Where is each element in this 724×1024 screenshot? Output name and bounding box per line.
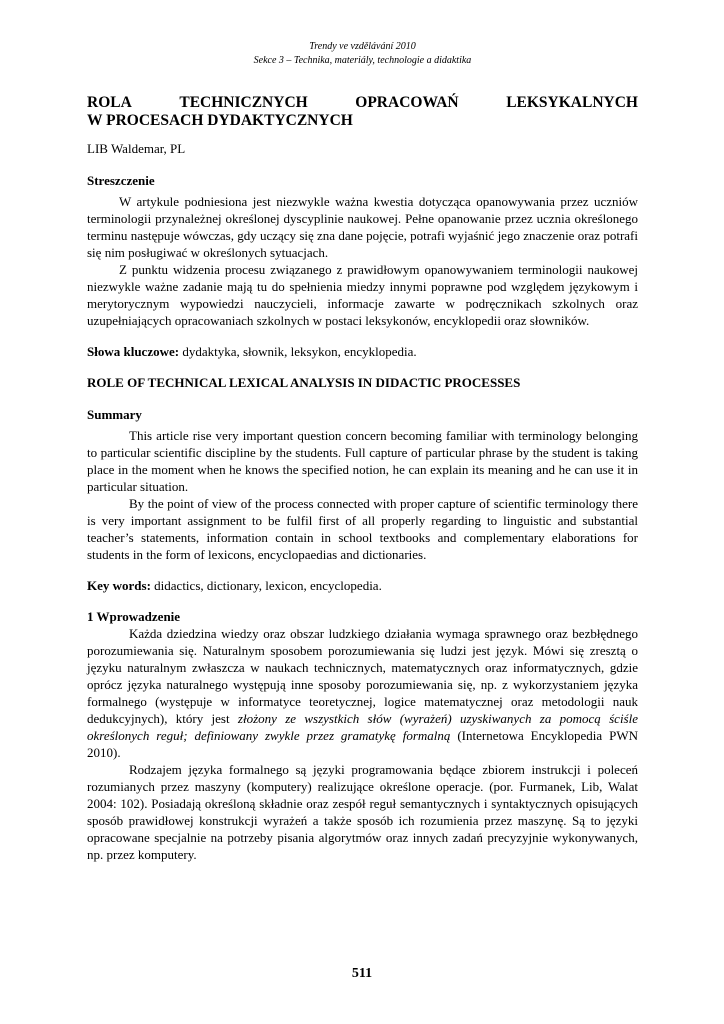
- article-title: [87, 94, 638, 130]
- author: LIB Waldemar, PL: [87, 141, 186, 156]
- summary-heading: Summary: [87, 407, 142, 422]
- title-word: OPRACOWAŃ: [355, 94, 459, 111]
- abstract-heading: Streszczenie: [87, 173, 155, 188]
- abstract-paragraph: Z punktu widzenia procesu związanego z prawidłowym opanowywaniem terminologii naukowej niezwykle ważne zadanie mają tu do spełnienia miedzy innymi poprawne pod względem językowym i merytorycznym wypowiedzi nauczycieli, informacje zawarte w podręcznikach szkolnych oraz uzupełniających opracowaniach szkolnych w postaci leksykonów, encyklopedii oraz słowników.: [87, 262, 638, 328]
- title-line1: [87, 94, 638, 112]
- title-word: TECHNICZNYCH: [179, 94, 308, 111]
- title-line2: W PROCESACH DYDAKTYCZNYCH: [87, 112, 353, 129]
- citation: (Internetowa Encyklopedia PWN 2010).: [87, 728, 638, 760]
- section-paragraph: [87, 625, 638, 761]
- summary-paragraph: This article rise very important question concern becoming familiar with terminology belonging to particular scientific discipline by the students. Full capture of particular phrase by the student is taking place in the moment when he knows the specified notion, he can explain its meaning and he can use it in particular situation.: [87, 428, 638, 494]
- italic-quote: złożony ze wszystkich słów (wyrażeń) uzyskiwanych za pomocą ściśle określonych reguł; definiowany zwykle przez gramatykę formalną: [87, 711, 638, 743]
- summary-paragraph: By the point of view of the process connected with proper capture of scientific terminology there is very important assignment to be fulfil first of all properly regarding to linguistic and substantial teacher’s statements, information contain in school textbooks and complementary elaborations for students in the form of lexicons, encyclopaedias and dictionaries.: [87, 496, 638, 562]
- running-header-line2: Sekce 3 – Technika, materiály, technologie a didaktika: [253, 55, 472, 66]
- keywords-text: didactics, dictionary, lexicon, encyclopedia.: [150, 578, 382, 593]
- keywords-label: Key words:: [87, 578, 151, 593]
- title-word: ROLA: [87, 94, 132, 111]
- english-title: ROLE OF TECHNICAL LEXICAL ANALYSIS IN DIDACTIC PROCESSES: [87, 375, 521, 390]
- keywords-label: Słowa kluczowe:: [87, 344, 180, 359]
- page-number: 511: [351, 966, 373, 981]
- section-paragraph: Rodzajem języka formalnego są języki programowania będące zbiorem instrukcji i poleceń rozumianych przez maszyny (komputery) realizujące określone operacje. (por. Furmanek, Lib, Walat 2004: 102). Posiadają określoną składnie oraz zespół reguł semantycznych i syntaktycznych opisujących sposób prawidłowej konstrukcji wyrażeń a także sposób ich rozumienia przez maszynę. Są to języki opracowane specjalnie na potrzeby pisania algorytmów oraz innych zadań precyzyjnie wykonywanych, np. przez komputery.: [87, 762, 638, 862]
- keywords-en: [87, 577, 638, 594]
- abstract-paragraph: W artykule podniesiona jest niezwykle ważna kwestia dotycząca opanowywania przez uczniów terminologii przynależnej określonej dyscyplinie naukowej. Pełne opanowanie przez ucznia określonego terminu następuje wówczas, gdy uczący się zna dane pojęcie, potrafi wyjaśnić jego znaczenie oraz potrafi się nim posługiwać w określonych sytuacjach.: [87, 194, 638, 260]
- section-heading: 1 Wprowadzenie: [87, 609, 181, 624]
- page-body: [87, 40, 638, 863]
- running-header: [87, 40, 638, 68]
- title-word: LEKSYKALNYCH: [506, 94, 638, 111]
- keywords-pl: [87, 343, 638, 360]
- keywords-text: dydaktyka, słownik, leksykon, encyklopedia.: [179, 344, 417, 359]
- paragraph-text: Każda dziedzina wiedzy oraz obszar ludzkiego działania wymaga sprawnego oraz bezbłędnego porozumiewania się. Naturalnym sposobem porozumiewania się ludzi jest język. Mówi się zresztą o języku naturalnym zwłaszcza w naukach technicznych, matematycznych oraz informatycznych, gdzie oprócz języka naturalnego występują inne sposoby porozumiewania się, np. z wykorzystaniem języka formalnego (występuje w informatyce teoretycznej, logice matematycznej oraz metodologii nauk dedukcyjnych), który jest: [87, 626, 638, 726]
- running-header-line1: Trendy ve vzdělávání 2010: [309, 41, 416, 52]
